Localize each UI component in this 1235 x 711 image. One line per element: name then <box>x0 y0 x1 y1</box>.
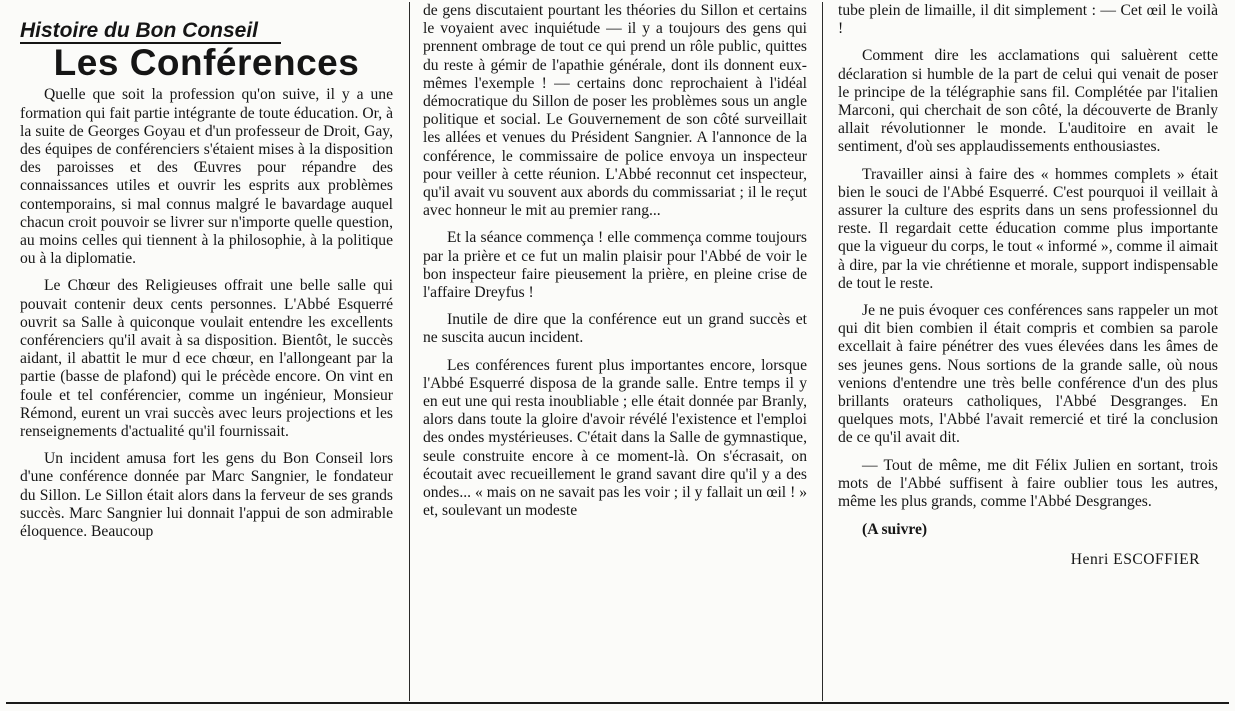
paragraph: — Tout de même, me dit Félix Julien en sortant, trois mots de l'Abbé suffisent à faire oublier tous les autres, même les plus grands, comme l'Abbé Desgranges. <box>838 456 1218 511</box>
paragraph: Inutile de dire que la conférence eut un grand succès et ne suscita aucun incident. <box>423 311 807 347</box>
paragraph: tube plein de limaille, il dit simplement : — Cet œil le voilà ! <box>838 2 1218 38</box>
paragraph: Un incident amusa fort les gens du Bon Conseil lors d'une conférence donnée par Marc Sangnier, le fondateur du Sillon. Le Sillon était alors dans la ferveur de ses grands succès. Marc Sangnier lui donnait l'appui de son admirable éloquence. Beaucoup <box>20 450 393 541</box>
column-1 <box>20 0 393 699</box>
to-be-continued: (A suivre) <box>862 521 928 539</box>
column-2 <box>423 0 807 699</box>
paragraph: Les conférences furent plus importantes encore, lorsque l'Abbé Esquerré disposa de la grande salle. Entre temps il y en eut une qui resta inoubliable ; elle était donnée par Branly, alors dans toute la gloire d'avoir révélé l'existence et l'emploi des ondes mystérieuses. C'était dans la Salle de gymnastique, seule construite encore à ce moment-là. On s'écrasait, on écoutait avec recueillement le grand savant dire qu'il y a des ondes... « mais on ne savait pas les voir ; il y fallait un œil ! » et, soulevant un modeste <box>423 356 807 520</box>
paragraph: Je ne puis évoquer ces conférences sans rappeler un mot qui dit bien combien il était compris et combien sa parole excellait à faire pénétrer des vues élevées dans les âmes de ses jeunes gens. Nous sortions de la grande salle, où nous venions d'entendre une très belle conférence d'un des plus brillants orateurs catholiques, l'Abbé Desgranges. En quelques mots, l'Abbé l'avait remercié et tiré la conclusion de ce qu'il avait dit. <box>838 302 1218 447</box>
column-divider <box>822 2 823 701</box>
paragraph: de gens discutaient pourtant les théories du Sillon et certains le voyaient avec inquiétude — il y a toujours des gens qui prennent ombrage de tout ce qui prend un rôle public, quittes du reste à gémir de l'apathie générale, dont ils donnent eux-mêmes l'exemple ! — certains donc reprochaient à l'idéal démocratique du Sillon de poser les problèmes sous un angle politique et social. Le Gouvernement de son côté surveillait les allées et venues du Président Sangnier. A l'annonce de la conférence, le commissaire de police envoya un inspecteur pour veiller à cette réunion. L'Abbé reconnut cet inspecteur, qu'il avait vu souvent aux abords du commissariat ; il le reçut avec honneur le mit au premier rang... <box>423 2 807 220</box>
paragraph: Comment dire les acclamations qui saluèrent cette déclaration si humble de la part de celui qui venait de poser le principe de la télégraphie sans fil. Complétée par l'italien Marconi, qui cherchait de son côté, la découverte de Branly allait révolutionner le monde. L'auditoire en avait le sentiment, d'où ses applaudissements enthousiastes. <box>838 47 1218 156</box>
bottom-rule <box>6 702 1229 704</box>
column-3 <box>838 0 1218 699</box>
article-title: Les Conférences <box>53 42 360 84</box>
author-signature: Henri ESCOFFIER <box>1070 551 1200 569</box>
paragraph: Et la séance commença ! elle commença comme toujours par la prière et ce fut un malin plaisir pour l'Abbé de voir le bon inspecteur faire pieusement la prière, en pleine crise de l'affaire Dreyfus ! <box>423 229 807 302</box>
paragraph: Quelle que soit la profession qu'on suive, il y a une formation qui fait partie intégrante de toute éducation. Or, à la suite de Georges Goyau et d'un professeur de Droit, Gay, des équipes de conférenciers s'étaient mises à la disposition des paroisses et des Œuvres pour répandre des connaissances utiles et ouvrir les esprits aux problèmes contemporains, si mal connus malgré le bavardage auquel chacun croit pouvoir se livrer sur n'importe quelle question, au moins celles qui tiennent à la philosophie, à la politique ou à la diplomatie. <box>20 86 393 268</box>
paragraph: Le Chœur des Religieuses offrait une belle salle qui pouvait contenir deux cents personnes. L'Abbé Esquerré ouvrit sa Salle à quiconque voulait entendre les excellents conférenciers qu'il avait à sa disposition. Bientôt, le succès aidant, il abattit le mur d ece chœur, en l'allongeant par la partie (basse de plafond) qui le précède encore. On vint en foule et tel conférencier, comme un ingénieur, Monsieur Rémond, eurent un vrai succès avec leurs projections et les renseignements d'actualité qu'il fournissait. <box>20 277 393 441</box>
section-rubric: Histoire du Bon Conseil <box>20 22 281 44</box>
paragraph: Travailler ainsi à faire des « hommes complets » était bien le souci de l'Abbé Esquerré. C'est pourquoi il veillait à assurer la culture des esprits dans un sens professionnel du reste. Il regardait cette éducation comme plus importante que la vigueur du corps, le tout « informé », comme il aimait à dire, par la vie chrétienne et morale, support indispensable de tout le reste. <box>838 165 1218 292</box>
column-divider <box>409 2 410 701</box>
